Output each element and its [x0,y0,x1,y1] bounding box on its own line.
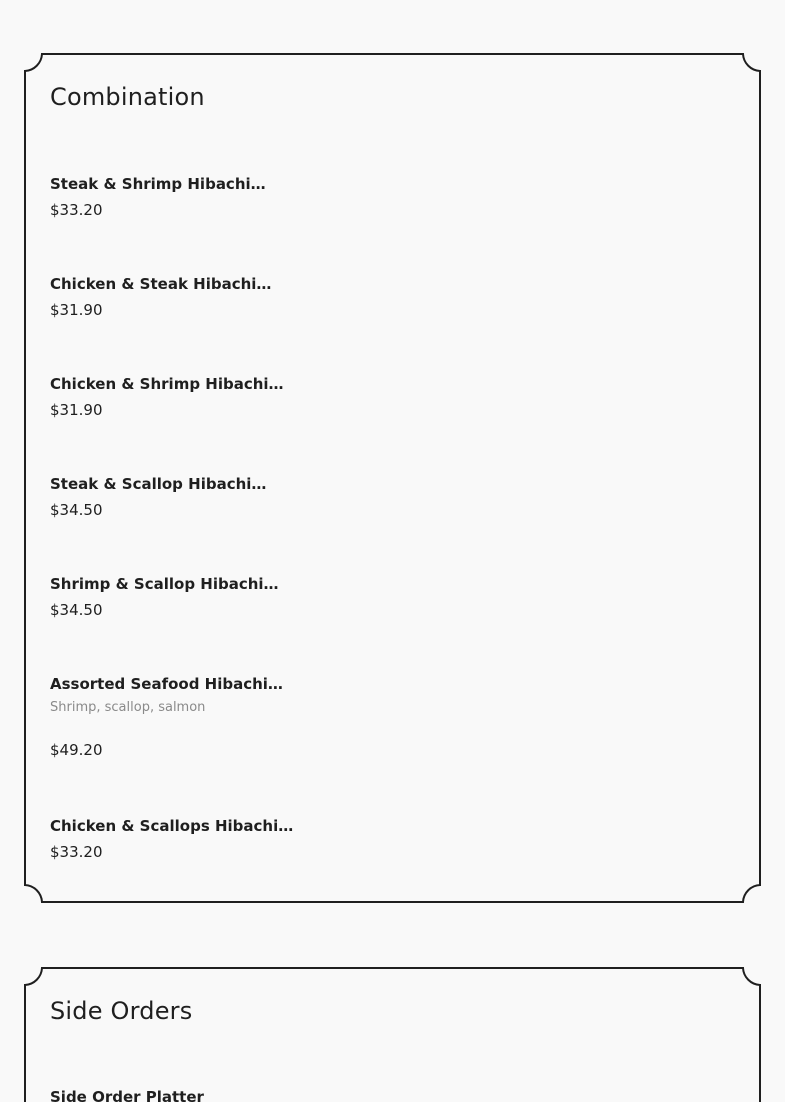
menu-item-steak-shrimp-hibachi[interactable] [50,174,650,220]
item-name: Shrimp & Scallop Hibachi… [50,575,279,593]
menu-item-assorted-seafood-hibachi[interactable] [50,674,650,760]
section-frame [24,967,761,1102]
menu-item-chicken-scallops-hibachi[interactable] [50,816,650,862]
item-price: $33.20 [50,201,103,219]
item-name: Side Order Platter [50,1088,204,1102]
side-orders-section [24,967,761,1102]
item-name: Steak & Scallop Hibachi… [50,475,267,493]
item-name: Chicken & Shrimp Hibachi… [50,375,284,393]
item-name: Chicken & Scallops Hibachi… [50,817,294,835]
item-name: Assorted Seafood Hibachi… [50,675,283,693]
item-price: $31.90 [50,401,103,419]
item-price: $34.50 [50,601,103,619]
item-name: Steak & Shrimp Hibachi… [50,175,266,193]
menu-item-chicken-shrimp-hibachi[interactable] [50,374,650,420]
section-title: Side Orders [50,997,193,1025]
item-price: $34.50 [50,501,103,519]
item-name: Chicken & Steak Hibachi… [50,275,272,293]
item-description: Shrimp, scallop, salmon [50,700,206,715]
item-price: $31.90 [50,301,103,319]
menu-item-shrimp-scallop-hibachi[interactable] [50,574,650,620]
item-price: $49.20 [50,741,103,759]
menu-item-chicken-steak-hibachi[interactable] [50,274,650,320]
item-price: $33.20 [50,843,103,861]
combination-section [24,53,761,903]
menu-item-side-order-platter[interactable] [50,1087,650,1102]
menu-item-steak-scallop-hibachi[interactable] [50,474,650,520]
section-title: Combination [50,83,205,111]
